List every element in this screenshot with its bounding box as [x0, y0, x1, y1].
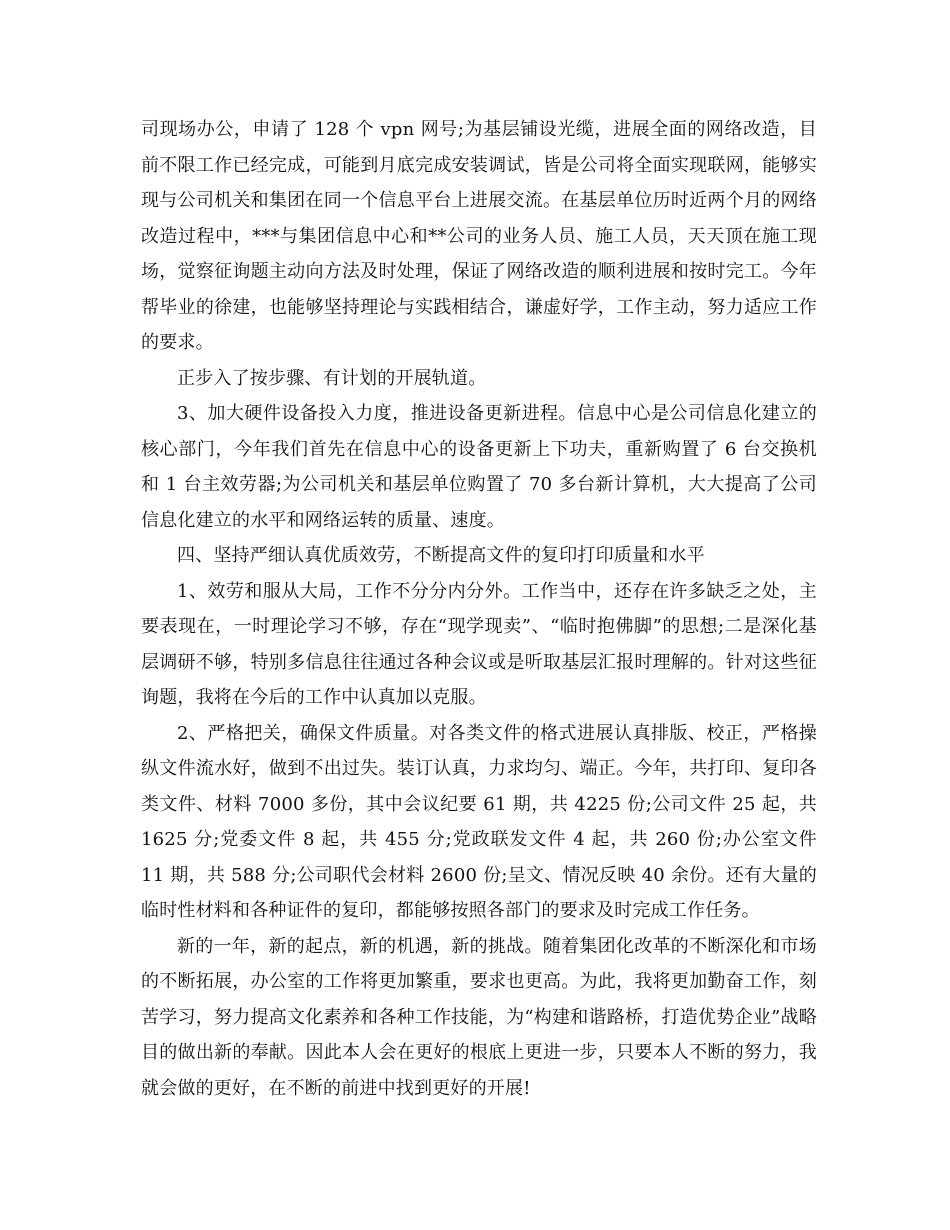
paragraph-1: 司现场办公，申请了 128 个 vpn 网号;为基层铺设光缆，进展全面的网络改造，目前不限工作已经完成，可能到月底完成安装调试，皆是公司将全面实现联网，能够实现与公司机关和集团在同一个信息平台上进展交流。在基层单位历时近两个月的网络改造过程中，***与集团信息中心和**公司的业务人员、施工人员，天天顶在施工现场，觉察征询题主动向方法及时处理，保证了网络改造的顺利进展和按时完工。今年帮毕业的徐建，也能够坚持理论与实践相结合，谦虚好学，工作主动，努力适应工作的要求。	[141, 119, 817, 353]
paragraph-7: 新的一年，新的起点，新的机遇，新的挑战。随着集团化改革的不断深化和市场的不断拓展，办公室的工作将更加繁重，要求也更高。为此，我将更加勤奋工作，刻苦学习，努力提高文化素养和各种工作技能，为“构建和谐路桥，打造优势企业”战略目的做出新的奉献。因此本人会在更好的根底上更进一步，只要本人不断的努力，我就会做的更好，在不断的前进中找到更好的开展!	[141, 935, 817, 1099]
paragraph-2: 正步入了按步骤、有计划的开展轨道。	[177, 367, 487, 389]
document-body	[141, 112, 817, 1106]
paragraph-6: 2、严格把关，确保文件质量。对各类文件的格式进展认真排版、校正，严格操纵文件流水好，做到不出过失。装订认真，力求均匀、端正。今年，共打印、复印各类文件、材料 7000 多份，其中会议纪要 61 期，共 4225 份;公司文件 25 起，共 1625 分;党委文件 8 起，共 455 分;党政联发文件 4 起，共 260 份;办公室文件 11 期，共 588 分;公司职代会材料 2600 份;呈文、情况反映 40 余份。还有大量的临时性材料和各种证件的复印，都能够按照各部门的要求及时完成工作任务。	[141, 722, 817, 921]
paragraph-3: 3、加大硬件设备投入力度，推进设备更新进程。信息中心是公司信息化建立的核心部门，今年我们首先在信息中心的设备更新上下功夫，重新购置了 6 台交换机和 1 台主效劳器;为公司机关和基层单位购置了 70 多台新计算机，大大提高了公司信息化建立的水平和网络运转的质量、速度。	[141, 403, 817, 531]
paragraph-5: 1、效劳和服从大局，工作不分分内分外。工作当中，还存在许多缺乏之处，主要表现在，一时理论学习不够，存在“现学现卖”、“临时抱佛脚”的思想;二是深化基层调研不够，特别多信息往往通过各种会议或是听取基层汇报时理解的。针对这些征询题，我将在今后的工作中认真加以克服。	[141, 580, 817, 708]
paragraph-4-heading: 四、坚持严细认真优质效劳，不断提高文件的复印打印质量和水平	[177, 545, 705, 566]
